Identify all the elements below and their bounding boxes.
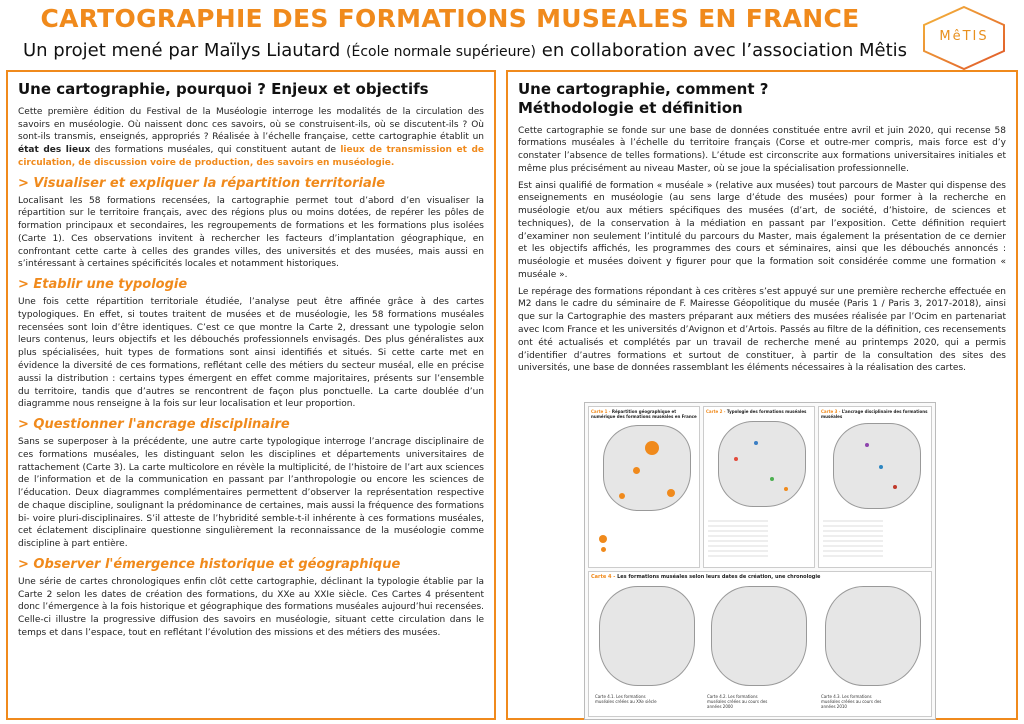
left-heading: Une cartographie, pourquoi ? Enjeux et objectifs (18, 80, 429, 98)
map-legend (823, 517, 883, 557)
section-title-repartition: > Visualiser et expliquer la répartition territoriale (18, 175, 386, 191)
section-title-typologie: > Etablir une typologie (18, 277, 188, 293)
subtitle-collab: en collaboration avec l’association Mêtis (541, 40, 908, 61)
map-card-4: Carte 4 - Les formations muséales selon leurs dates de création, une chronologie Carte 4.1. Les formations muséales créées au XXe siècle Carte 4.2. Les formations muséales créées au cours des années 2000 Carte 4.3. Les formations muséales créées au cours des années 2010 (588, 571, 932, 717)
france-map-4-2 (711, 586, 807, 686)
map-marker (645, 441, 659, 455)
france-map-2 (718, 421, 806, 507)
section-text-emergence: Une série de cartes chronologiques enfin clôt cette cartographie, déclinant la typologie établie par la Carte 2 selon les dates de création des formations, du XXe au XXIe siècle. Ces Cartes 4 présentent donc l’émergence à la fois historique et géographique des formations muséales aujourd’hui recensées. Celle-ci illustre la progressive diffusion des savoirs en muséologie, situant cette circulation dans le temps et dans l’espace, tout en reflétant l’évolution des missions et des métiers des musées. (18, 576, 484, 639)
logo-text: MêTIS (939, 29, 989, 44)
map-marker (619, 493, 625, 499)
map-marker (633, 467, 640, 474)
legend-marker (601, 547, 606, 552)
map-card-3: Carte 3 - L’ancrage disciplinaire des formations muséales (818, 406, 932, 568)
map-legend (708, 517, 768, 557)
section-text-repartition: Localisant les 58 formations recensées, la cartographie permet tout d’abord d’en visualiser la répartition sur le territoire français, avec des régions plus ou moins dotées, de repérer les pôles de formation principaux et secondaires, les regroupements de formations et les formations plus isolées (Carte 1). Ces observations invitent à rechercher les facteurs d’implantation géographique, en confrontant cette carte à celles des grandes villes, des universités et des musées, mais aussi en s’intéressant à certaines spécificités locales et notamment historiques. (18, 195, 484, 270)
section-title-ancrage: > Questionner l'ancrage disciplinaire (18, 417, 290, 433)
france-map-3 (833, 423, 921, 509)
left-panel (6, 70, 496, 720)
map-marker (784, 487, 788, 491)
right-heading: Une cartographie, comment ? Méthodologie et définition (518, 80, 769, 117)
metis-logo (920, 5, 1008, 71)
chrono-caption-1: Carte 4.1. Les formations muséales créées au XXe siècle (595, 694, 657, 704)
subtitle-author: Un projet mené par Maïlys Liautard (22, 40, 341, 61)
subtitle-institution: (École normale supérieure) (346, 44, 537, 60)
method-paragraph-2: Est ainsi qualifié de formation « muséale » (relative aux musées) tout parcours de Master qui dispense des enseignements en muséologie (au sens large d’étude des musées) pour former à la recherche en muséologie et/ou aux métiers spécifiques des musées (d’art, de société, d’histoire, de sciences et techniques), de la conservation à la médiation en passant par l’exposition. Cette définition requiert d’examiner non seulement l’intitulé du parcours du Master, mais également la présentation de ce dernier et les objectifs affichés, les programmes des cours et séminaires, ainsi que les débouchés annoncés : muséologie et musées doivent y figurer pour que la formation soit considérée comme une formation « muséale ». (518, 180, 1006, 280)
map-marker (893, 485, 897, 489)
map-marker (879, 465, 883, 469)
maps-collage (584, 402, 936, 720)
map-card-1: Carte 1 - Répartition géographique et numérique des formations muséales en France (588, 406, 700, 568)
method-paragraph-1: Cette cartographie se fonde sur une base de données constituée entre avril et juin 2020, qui recense 58 formations muséales à l’échelle du territoire français (Corse et outre-mer compris, mais force est d’y constater l’absence de telles formations). L’étude est circonscrite aux formations universitaires initiales et même plus précisément au niveau Master, où se joue la spécialisation professionnelle. (518, 125, 1006, 174)
intro-paragraph: Cette première édition du Festival de la Muséologie interroge les modalités de la circulation des savoirs en muséologie. Où naissent donc ces savoirs, où se construisent-ils, où se discutent-ils ? Où sont-ils transmis, enseignés, appropriés ? Réalisée à l’échelle française, cette cartographie établit un état des lieux des formations muséales, qui constituent autant de lieux de transmission et de circulation, de discussion voire de production, des savoirs en muséologie. (18, 106, 484, 168)
method-paragraph-3: Le repérage des formations répondant à ces critères s’est appuyé sur une première recherche effectuée en M2 dans le cadre du séminaire de F. Mairesse Géopolitique du musée (Paris 1 / Paris 3, 2017-2018), ainsi que sur la Cartographie des masters préparant aux métiers des musées réalisée par l’Ocim en partenariat avec Icom France et les universités d’Avignon et d’Artois. Passés au filtre de la définition, ces recensements ont été actualisés et complétés par un travail de recherche mené au printemps 2020, qui a permis d’identifier d’autres formations et surtout de constituer, à partir de la consultation des sites des universités, une base de données rassemblant les éléments nécessaires à la réalisation des cartes. (518, 286, 1006, 374)
section-text-typologie: Une fois cette répartition territoriale étudiée, l’analyse peut être affinée grâce à des cartes typologiques. En effet, si toutes traitent de musées et de muséologie, les 58 formations muséales recensées sont loin d’être identiques. C’est ce que montre la Carte 2, dressant une typologie selon leurs contenus, leurs objectifs et les débouchés professionnels envisagés. Des plus généralistes aux plus spécialisées, huit types de formations sont ainsi identifiés et situés. Si cette carte met en évidence la diversité de ces formations, reflétant celle des métiers du secteur muséal, elle en précise aussi la distribution : certains types émergent en effet comme majoritaires, présents sur l’ensemble du territoire, tandis que d’autres se rencontrent de façon plus ponctuelle. La carte doublée d’un diagramme nous renseigne à la fois sur leur localisation et leur proportion. (18, 297, 484, 410)
section-title-emergence: > Observer l'émergence historique et géographique (18, 556, 401, 572)
map-marker (770, 477, 774, 481)
poster-title: CARTOGRAPHIE DES FORMATIONS MUSEALES EN FRANCE (40, 4, 860, 33)
map-marker (754, 441, 758, 445)
map-marker (865, 443, 869, 447)
france-map-1 (603, 425, 691, 511)
map-marker (667, 489, 675, 497)
chrono-caption-3: Carte 4.3. Les formations muséales créées au cours des années 2010 (821, 694, 882, 709)
map-card-2: Carte 2 - Typologie des formations muséales (703, 406, 815, 568)
map-marker (734, 457, 738, 461)
poster-subtitle (0, 40, 930, 61)
france-map-4-3 (825, 586, 921, 686)
chrono-caption-2: Carte 4.2. Les formations muséales créées au cours des années 2000 (707, 694, 768, 709)
france-map-4-1 (599, 586, 695, 686)
legend-marker (599, 535, 607, 543)
section-text-ancrage: Sans se superposer à la précédente, une autre carte typologique interroge l’ancrage disciplinaire de ces formations muséales, les distinguant selon les disciplines et départements universitaires de rattachement (Carte 3). La carte multicolore en révèle la multiplicité, de l’histoire de l’art aux sciences de l’information et de la communication en passant par l’anthropologie ou encore les sciences de l’éducation. Deux diagrammes complémentaires permettent d’observer la représentation respective de chaque discipline, soulignant la prédominance de certaines, mais aussi la fréquence des formations bi- voire pluri-disciplinaires. S’il atteste de l’hybridité semble-t-il inhérente à ces formations muséales, cet éclatement disciplinaire questionne singulièrement la reconnaissance de la muséologie comme discipline à part entière. (18, 437, 484, 550)
